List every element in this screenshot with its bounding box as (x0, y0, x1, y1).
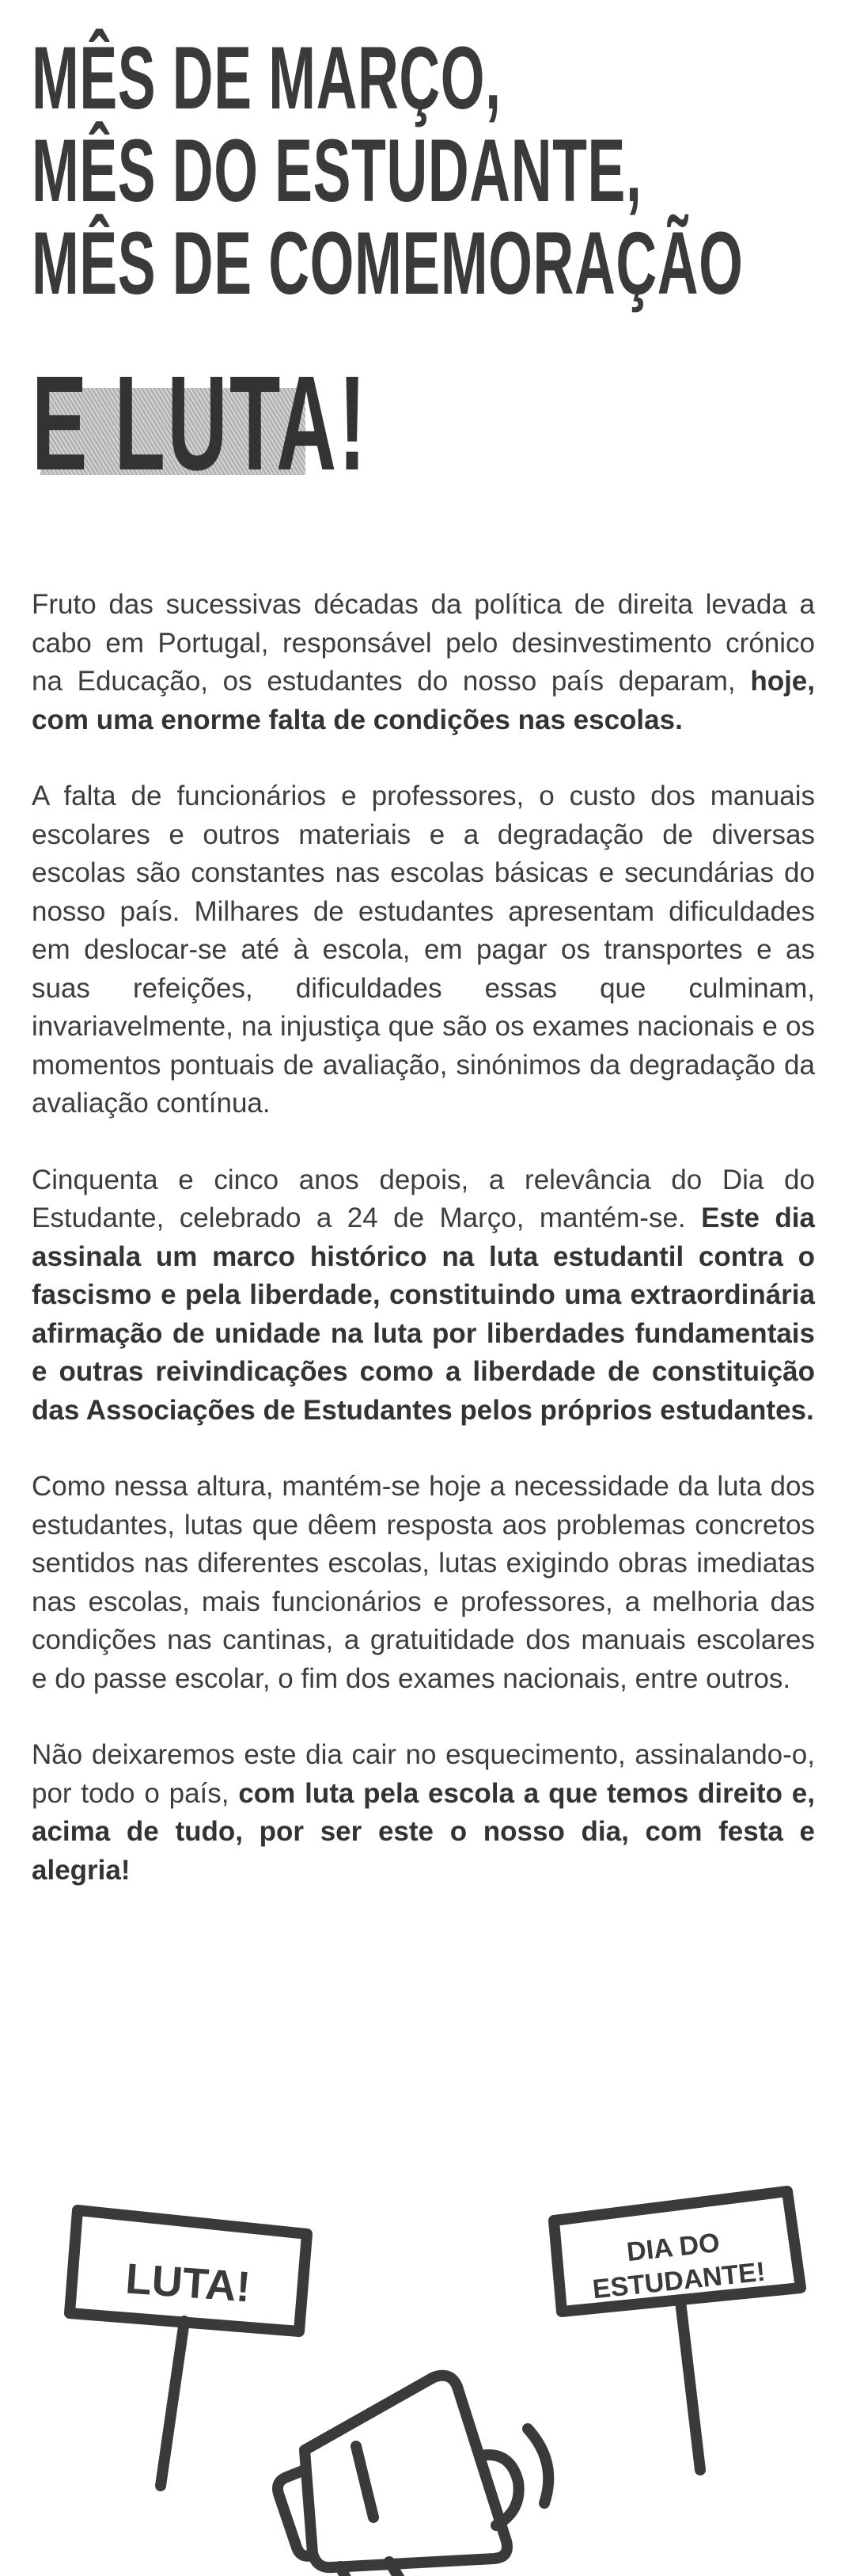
headline-line-2: MÊS DO ESTUDANTE, (32, 121, 642, 220)
headline (32, 28, 791, 313)
paragraph-text: A falta de funcionários e professores, o custo dos manuais escolares e outros materiais e a degradação de diversas escolas são constantes nas escolas básicas e secundárias do nosso país. Milhares de estudantes apresentam dificuldades em deslocar-se até à escola, em pagar os transportes e as suas refeições, dificuldades essas que culminam, invariavelmente, na injustiça que são os exames nacionais e os momentos pontuais de avaliação, sinónimos da degradação da avaliação contínua. (32, 781, 815, 1119)
paragraph-3 (32, 1161, 815, 1430)
paragraph-5 (32, 1736, 815, 1890)
paragraph-text: Não deixaremos este dia cair no esquecimento, assinalando-o, por todo o país, (32, 1739, 815, 1809)
sign-right-text-1: DIA DO (625, 2228, 722, 2268)
paragraph-text: Cinquenta e cinco anos depois, a relevância do Dia do Estudante, celebrado a 24 de Março, mantém-se. (32, 1164, 815, 1233)
paragraph-emphasis: hoje, com uma enorme falta de condições nas escolas. (32, 666, 815, 735)
headline-line-1: MÊS DE MARÇO, (32, 28, 502, 127)
paragraph-text: Como nessa altura, mantém-se hoje a necessidade da luta dos estudantes, lutas que dêem resposta aos problemas concretos sentidos nas diferentes escolas, lutas exigindo obras imediatas nas escolas, mais funcionários e professores, a melhoria das condições nas cantinas, a gratuitidade dos manuais escolares e do passe escolar, o fim dos exames nacionais, entre outros. (32, 1471, 815, 1694)
paragraph-2 (32, 777, 815, 1123)
sign-left-icon (70, 2210, 307, 2486)
paragraph-1 (32, 586, 815, 739)
protest-illustration (0, 2137, 845, 2576)
megaphone-icon (278, 2376, 548, 2576)
headline-highlight (32, 348, 369, 499)
paragraph-emphasis: com luta pela escola a que temos direito e, acima de tudo, por ser este o nosso dia, com festa e alegria! (32, 1777, 815, 1886)
headline-line-3: MÊS DE COMEMORAÇÃO (32, 214, 744, 313)
sign-left-text: LUTA! (123, 2255, 252, 2312)
paragraph-text: Fruto das sucessivas décadas da política de direita levada a cabo em Portugal, responsável pelo desinvestimento crónico na Educação, os estudantes do nosso país deparam, (32, 589, 815, 697)
sign-right-text-2: ESTUDANTE! (591, 2256, 767, 2305)
paragraph-emphasis: Este dia assinala um marco histórico na luta estudantil contra o fascismo e pela liberdade, constituindo uma extraordinária afirmação de unidade na luta por liberdades fundamentais e outras reivindicações como a liberdade de constituição das Associações de Estudantes pelos próprios estudantes. (32, 1203, 815, 1426)
paragraph-4 (32, 1468, 815, 1698)
article-body (32, 586, 815, 1928)
highlight-text: E LUTA! (32, 348, 369, 499)
